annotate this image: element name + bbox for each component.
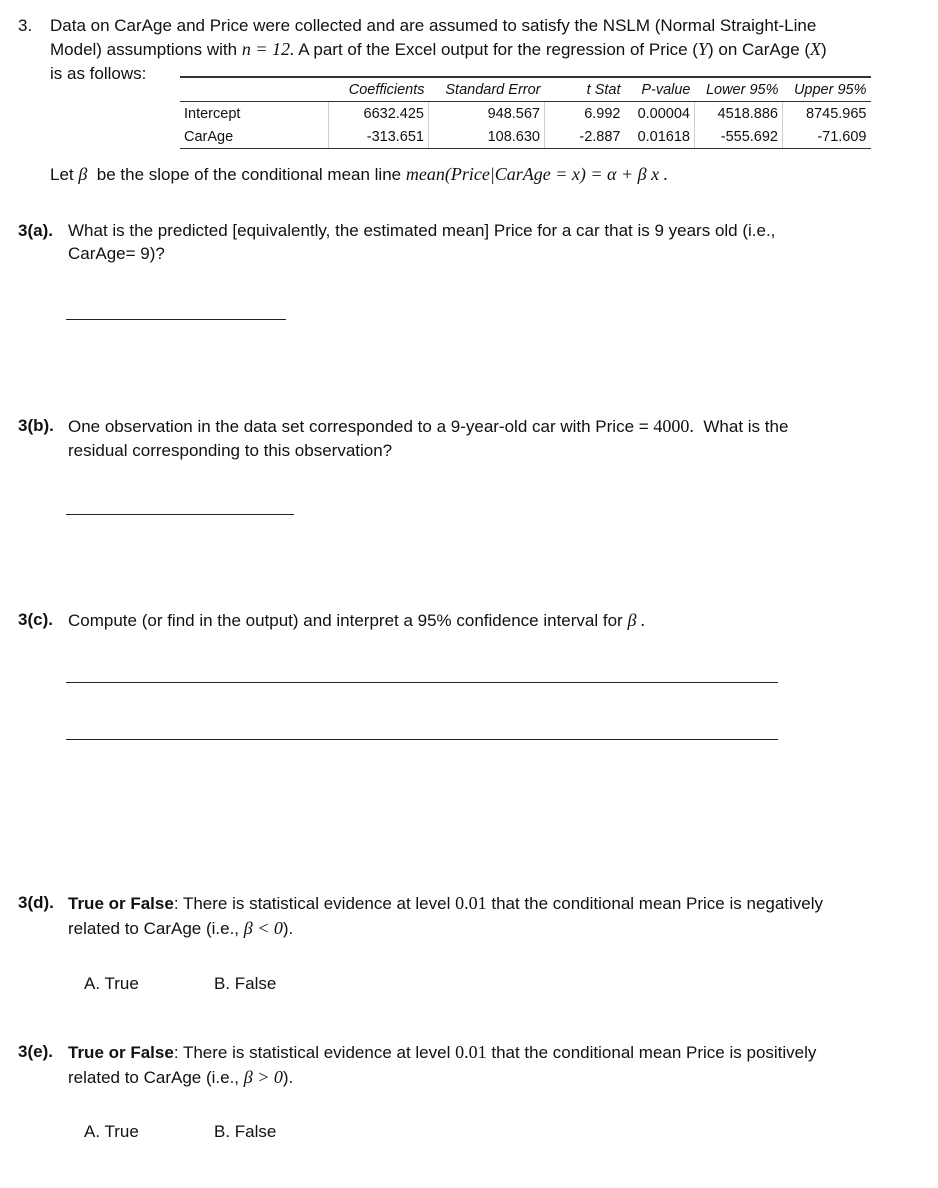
table-header-blank [180,77,329,102]
option-3e-false[interactable]: B. False [214,1122,277,1141]
answer-blank-3c-line2[interactable] [66,739,778,740]
table-row [180,102,871,126]
option-3d-false[interactable]: B. False [214,974,277,993]
question-text: One observation in the data set corresponded to a 9-year-old car with Price = 4000. What is the [68,416,789,436]
intro-text [50,14,920,86]
cell: -2.887 [545,125,625,149]
question-text: What is the predicted [equivalently, the estimated mean] Price for a car that is 9 years old (i.e., [68,221,776,240]
question-3c [18,608,918,633]
sample-size: n = 12. [241,39,295,60]
row-label: CarAge [180,125,329,149]
cell: 108.630 [429,125,545,149]
option-3e-true[interactable]: A. True [84,1122,139,1141]
question-3b [18,414,918,462]
intro-line-1: Data on CarAge and Price were collected and are assumed to satisfy the NSLM (Normal Straight-Line [50,16,817,35]
cell: -71.609 [783,125,871,149]
cell: 0.00004 [625,102,695,126]
header-lower-95: Lower 95% [695,77,783,102]
option-3d-true[interactable]: A. True [84,974,139,993]
question-3d [18,891,918,941]
conditional-mean-formula: mean(Price|CarAge = x) = α + β x . [405,164,669,184]
question-text: related to CarAge (i.e., β < 0). [68,917,294,938]
cell: 4518.886 [695,102,783,126]
question-number: 3(a). [18,221,53,240]
question-number: 3(c). [18,610,53,629]
header-coefficients: Coefficients [329,77,429,102]
cell: 6632.425 [329,102,429,126]
cell: 8745.965 [806,105,867,122]
cell: 6.992 [584,105,621,122]
question-3a [18,219,918,266]
cell: -313.651 [329,125,429,149]
header-p-value: P-value [625,77,695,102]
header-standard-error: Standard Error [429,77,545,102]
answer-blank-3a[interactable] [66,319,286,320]
answer-blank-3b[interactable] [66,514,294,515]
question-3e [18,1040,918,1090]
question-text: residual corresponding to this observation? [68,440,393,460]
question-number: 3(e). [18,1042,53,1061]
answer-blank-3c-line1[interactable] [66,682,778,683]
question-text: True or False: There is statistical evidence at level 0.01 that the conditional mean Price is positively [68,1042,817,1062]
header-upper-95: Upper 95% [783,77,871,102]
table-row [180,125,871,149]
intro-line-3: is as follows: [50,64,147,84]
cell: 0.01618 [625,125,695,149]
question-text: Compute (or find in the output) and interpret a 95% confidence interval for β . [68,610,646,630]
intro-number: 3. [18,16,33,35]
question-number: 3(d). [18,893,54,912]
table-header-row [180,77,871,102]
cell: -555.692 [695,125,783,149]
question-text: CarAge= 9)? [68,244,165,264]
regression-output-table [180,76,871,149]
intro-line-2: Model) assumptions with n = 12. A part of the Excel output for the regression of Price (Y) on CarAge (X) [50,39,827,60]
header-t-stat: t Stat [545,77,625,102]
row-label: Intercept [180,102,329,126]
cell: 948.567 [429,102,545,126]
question-text: related to CarAge (i.e., β > 0). [68,1066,294,1087]
question-text: True or False: There is statistical evidence at level 0.01 that the conditional mean Price is negatively [68,893,824,913]
question-number: 3(b). [18,416,54,435]
beta-definition: Let β be the slope of the conditional mean line mean(Price|CarAge = x) = α + β x . [50,164,669,184]
